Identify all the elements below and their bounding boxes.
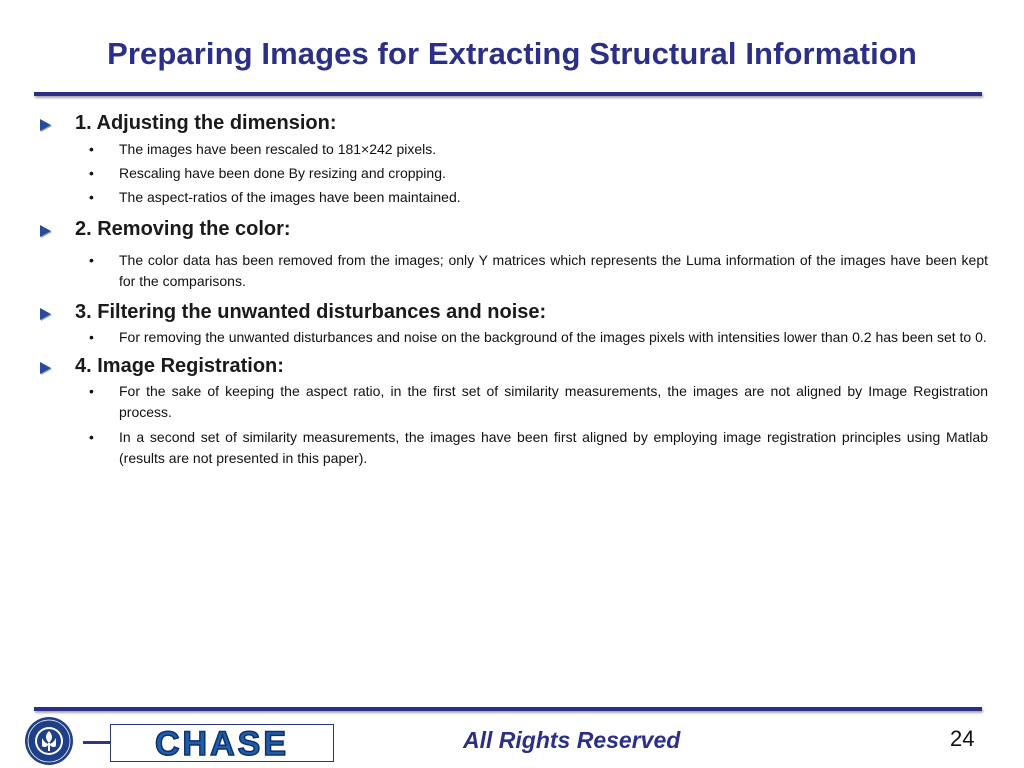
bullet-dot: • [89,141,94,157]
bullet-text: For the sake of keeping the aspect ratio, in the first set of similarity measurements, the images are not aligned by Image Registration process. [119,383,988,420]
title-divider [34,92,982,96]
bullet-list [40,250,990,292]
section-filtering-noise [40,299,990,348]
section-heading [40,216,990,242]
triangle-arrow-icon [40,308,51,320]
bullet-text: For removing the unwanted disturbances and noise on the background of the images pixels with intensities lower than 0.2 has been set to 0. [119,329,987,345]
section-heading-text: 2. Removing the color: [75,217,291,240]
bullet-text: In a second set of similarity measurements, the images have been first aligned by employing image registration principles using Matlab (results are not presented in this paper). [119,429,988,466]
bullet-dot: • [89,165,94,181]
section-heading-text: 3. Filtering the unwanted disturbances and noise: [75,300,547,323]
logo-connector-line [83,741,113,744]
bullet-dot: • [89,252,94,268]
bullet-text: The aspect-ratios of the images have been maintained. [119,189,461,205]
section-adjusting-dimension [40,110,990,208]
list-item [40,139,988,160]
bullet-list [40,139,990,208]
page-number: 24 [950,726,975,751]
section-heading [40,353,990,379]
section-heading [40,110,990,136]
section-heading [40,299,990,325]
footer-divider [34,707,982,711]
triangle-arrow-icon [40,119,51,131]
section-image-registration [40,353,990,469]
bullet-list [40,327,990,348]
bullet-dot: • [89,329,94,345]
slide-body [40,110,990,469]
slide-title: Preparing Images for Extracting Structural Information [107,36,917,71]
section-removing-color [40,216,990,292]
bullet-dot: • [89,429,94,445]
list-item [40,187,988,208]
list-item [40,327,988,348]
chase-logo [110,724,334,762]
bullet-text: The images have been rescaled to 181×242 pixels. [119,141,437,157]
list-item [40,427,988,469]
list-item [40,250,988,292]
triangle-arrow-icon [40,225,51,237]
section-heading-text: 1. Adjusting the dimension: [75,111,337,134]
section-heading-text: 4. Image Registration: [75,354,284,377]
logo-text: CHASE [154,725,290,762]
bullet-list [40,381,990,469]
list-item [40,163,988,184]
rights-reserved: All Rights Reserved [463,727,681,753]
bullet-text: Rescaling have been done By resizing and cropping. [119,165,446,181]
triangle-arrow-icon [40,362,51,374]
bullet-dot: • [89,189,94,205]
bullet-dot: • [89,383,94,399]
university-seal-icon [24,716,74,766]
list-item [40,381,988,423]
bullet-text: The color data has been removed from the images; only Y matrices which represents the Luma information of the images have been kept for the comparisons. [119,252,988,289]
